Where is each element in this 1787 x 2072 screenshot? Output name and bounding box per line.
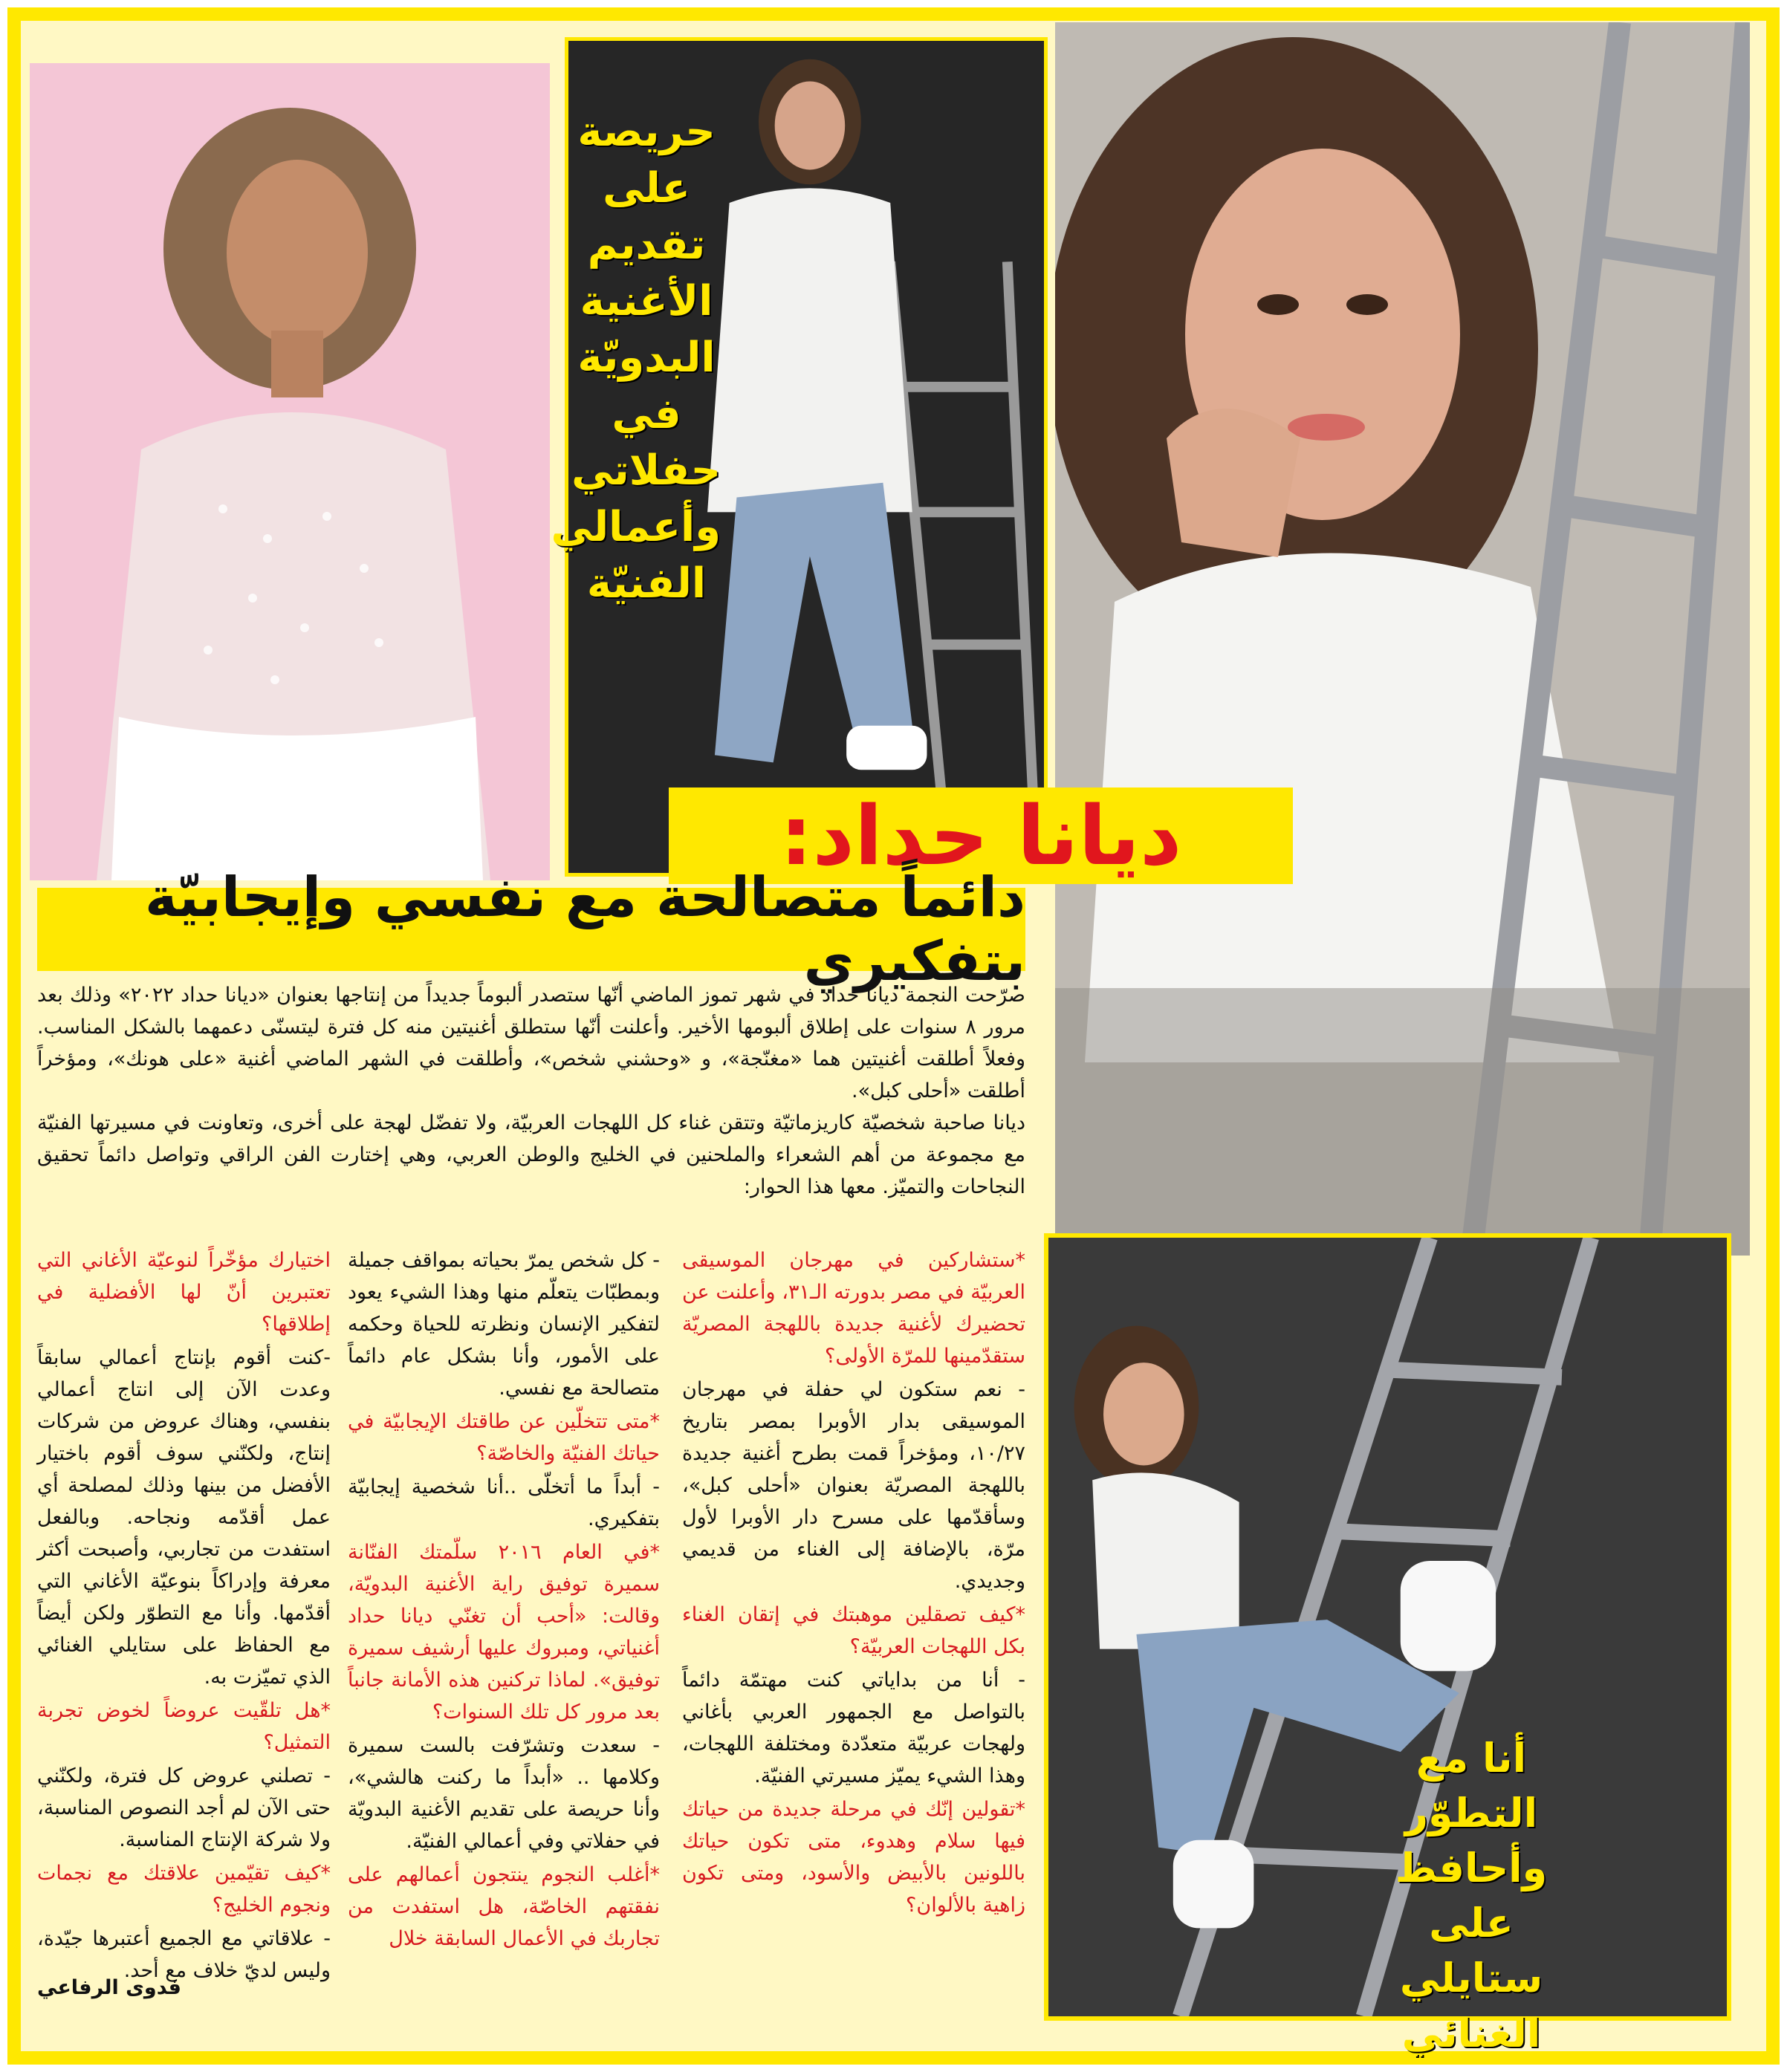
author-byline: فدوى الرفاعي [37,1976,181,1999]
interview-answer: -كنت أقوم بإنتاج أعمالي سابقاً وعدت الآن إلى انتاج أعمالي بنفسي، وهناك عروض من شركات إنتاج، ولكنّني سوف أقوم باختيار الأفضل من بينها وذلك لمصلحة أي عمل أقدّمه ونجاحه. وبالفعل استفدت من تجاربي، وأصبحت أكثر معرفة وإدراكاً بنوعيّة الأغاني التي أقدّمها. وأنا مع التطوّر ولكن أيضاً مع الحفاظ على ستايلي الغنائي الذي تميّزت به. [37,1346,331,1689]
interview-answer: - نعم ستكون لي حفلة في مهرجان الموسيقى بدار الأوبرا بمصر بتاريخ ١٠/٢٧، ومؤخراً قمت بطرح أغنية جديدة باللهجة المصريّة بعنوان «أحلى كبل»، وسأقدّمها على مسرح دار الأوبرا لأول مرّة، بالإضافة إلى الغناء من قديمي وجديدي. [682,1378,1025,1593]
interview-answer: - أنا من بداياتي كنت مهتمّة دائماً بالتواصل مع الجمهور العربي بأغاني ولهجات عربيّة متعدّدة ومختلفة اللهجات، وهذا الشيء يميّز مسيرتي الفنيّة. [682,1669,1025,1787]
interview-question: *ستشاركين في مهرجان الموسيقى العربيّة في مصر بدورته الـ٣١، وأعلنت عن تحضيرك لأغنية جديدة باللهجة المصريّة ستقدّمينها للمرّة الأولى؟ [682,1249,1025,1368]
subtitle-banner [37,866,1025,993]
intro-paragraph: صرّحت النجمة ديانا حداد في شهر تموز الماضي أنّها ستصدر ألبوماً جديداً من إنتاجها بعنوان «ديانا حداد ٢٠٢٢» وذلك بعد مرور ٨ سنوات على إطلاق ألبومها الأخير. وأعلنت أنّها ستطلق أغنيتين منه كل فترة ليتسنّى دعمهما بالشكل المناسب. وفعلاً أطلقت أغنيتين هما «مغنّجة»، و «وحشني شخص»، وأطلقت في الشهر الماضي أغنية «على هونك»، ومؤخراً أطلقت «أحلى كبل». [37,984,1025,1102]
interview-question: *في العام ٢٠١٦ سلّمتك الفنّانة سميرة توفيق راية الأغنية البدويّة، وقالت: «أحب أن تغنّي ديانا حداد أغنياتي، ومبروك عليها أرشيف سميرة توفيق». لماذا تركنين هذه الأمانة جانباً بعد مرور كل تلك السنوات؟ [348,1541,660,1724]
interview-question: *أغلب النجوم ينتجون أعمالهم على نفقتهم الخاصّة، هل استفدت من تجاربك في الأعمال السابقة خلال [348,1863,660,1950]
interview-answer: - أبداً ما أتخلّى ..أنا شخصية إيجابيّة بتفكيري. [348,1475,660,1530]
interview-answer: - تصلني عروض كل فترة، ولكنّني حتى الآن لم أجد النصوص المناسبة، ولا شركة الإنتاج المناسبة. [37,1764,331,1851]
pull-quote-middle: حريصة على تقديم الأغنية البدويّة في حفلاتي وأعمالي الفنيّة [551,108,721,608]
headline-subtitle: دائماً متصالحة مع نفسي وإيجابيّة بتفكيري [144,866,1025,993]
interview-question: *هل تلقّيت عروضاً لخوض تجربة التمثيل؟ [37,1699,331,1754]
headline-name: ديانا حداد: [779,788,1182,883]
interview-answer: - سعدت وتشرّفت بالست سميرة وكلامها .. «أبداً ما ركنت هالشي»، وأنا حريصة على تقديم الأغنية البدويّة في حفلاتي وفي أعمالي الفنيّة. [348,1734,660,1853]
interview-answer: - كل شخص يمرّ بحياته بمواقف جميلة وبمطبّات يتعلّم منها وهذا الشيء يعود لتفكير الإنسان ونظرته للحياة وحكمه على الأمور، وأنا بشكل عام دائماً متصالحة مع نفسي. [348,1249,660,1400]
photo-pink-dress [30,63,550,880]
article-column-3 [37,1244,331,2024]
photo-portrait-ladder [1055,22,1750,1256]
article-column-1 [682,1244,1025,2024]
pull-quote-bottom: أنا مع التطوّر وأحافظ على ستايلي الغنائي [1395,1735,1548,2056]
interview-question: *تقولين إنّك في مرحلة جديدة من حياتك فيها سلام وهدوء، متى تكون حياتك باللونين بالأبيض والأسود، ومتى تكون زاهية بالألوان؟ [682,1798,1025,1917]
intro-paragraph: ديانا صاحبة شخصيّة كاريزماتيّة وتتقن غناء كل اللهجات العربيّة، ولا تفضّل لهجة على أخرى، وتعاونت في مسيرتها الفنيّة مع مجموعة من أهم الشعراء والملحنين في الخليج والوطن العربي، وهي إختارت الفن الراقي وتواصل دائماً تحقيق النجاحات والتميّز. معها هذا الحوار: [37,1111,1025,1198]
article-intro [37,979,1025,1239]
article-column-2 [348,1244,660,2024]
interview-question: *كيف تصقلين موهبتك في إتقان الغناء بكل اللهجات العربيّة؟ [682,1603,1025,1658]
interview-question: *كيف تقيّمين علاقتك مع نجمات ونجوم الخليج؟ [37,1862,331,1917]
interview-answer: - علاقاتي مع الجميع أعتبرها جيّدة، وليس لديّ خلاف مع أحد. [37,1927,331,1982]
interview-question: اختيارك مؤخّراً لنوعيّة الأغاني التي تعتبرين أنّ لها الأفضلية في إطلاقها؟ [37,1249,331,1336]
interview-question: *متى تتخلّين عن طاقتك الإيجابيّة في حياتك الفنيّة والخاصّة؟ [348,1410,660,1465]
